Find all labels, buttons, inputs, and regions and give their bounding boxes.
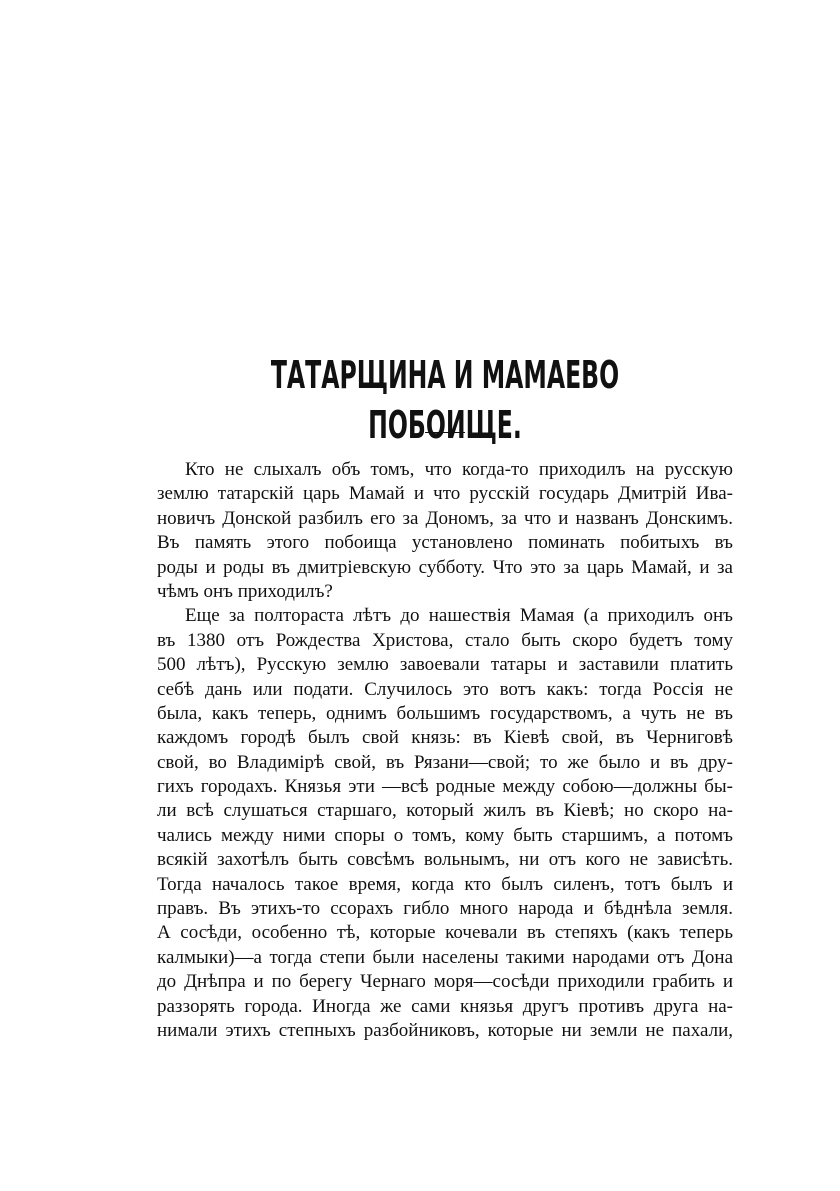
text-line: свой, во Владимірѣ свой, въ Рязани—свой; то же было и въ дру- bbox=[157, 751, 733, 773]
text-line: калмыки)—а тогда степи были населены такими народами отъ Дона bbox=[157, 946, 733, 968]
text-line: чѣмъ онъ приходилъ? bbox=[157, 580, 333, 602]
title-divider bbox=[425, 432, 465, 433]
text-line: Тогда началось такое время, когда кто былъ силенъ, тотъ былъ и bbox=[157, 873, 733, 895]
page-title bbox=[169, 350, 690, 450]
text-line: землю татарскій царь Мамай и что русскій государь Дмитрій Ива- bbox=[157, 483, 733, 505]
text-line: Кто не слыхалъ объ томъ, что когда-то приходилъ на русскую bbox=[185, 459, 733, 480]
text-line: нимали этихъ степныхъ разбойниковъ, которые ни земли не пахали, bbox=[157, 1019, 733, 1041]
text-line: роды и роды въ дмитріевскую субботу. Что это за царь Мамай, и за bbox=[157, 556, 733, 578]
text-line: въ 1380 отъ Рождества Христова, стало быть скоро будетъ тому bbox=[157, 629, 733, 651]
text-line: Еще за полтораста лѣтъ до нашествія Мамая (а приходилъ онъ bbox=[185, 605, 733, 627]
text-line: каждомъ городѣ былъ свой князь: въ Кіевѣ свой, въ Черниговѣ bbox=[157, 727, 733, 749]
text-line: себѣ дань или подати. Случилось это вотъ какъ: тогда Россія не bbox=[157, 678, 733, 700]
text-line: ли всѣ слушаться старшаго, который жилъ въ Кіевѣ; но скоро на- bbox=[157, 800, 733, 822]
body-text bbox=[157, 458, 733, 1043]
text-line: Въ память этого побоища установлено поминать побитыхъ въ bbox=[157, 532, 733, 554]
text-line: А сосѣди, особенно тѣ, которые кочевали въ степяхъ (какъ теперь bbox=[157, 922, 733, 944]
page-title-text: ТАТАРЩИНА И МАМАЕВО ПОБОИЩЕ. bbox=[270, 353, 620, 447]
text-line: была, какъ теперь, однимъ большимъ государствомъ, а чуть не въ bbox=[157, 702, 733, 724]
text-line: всякій захотѣлъ быть совсѣмъ вольнымъ, ни отъ кого не зависѣть. bbox=[157, 849, 733, 871]
text-line: новичъ Донской разбилъ его за Дономъ, за что и названъ Донскимъ. bbox=[157, 507, 733, 529]
text-line: 500 лѣтъ), Русскую землю завоевали татары и заставили платить bbox=[157, 654, 733, 676]
text-line: раззорять города. Иногда же сами князья другъ противъ друга на- bbox=[157, 995, 733, 1017]
text-line: до Днѣпра и по берегу Чернаго моря—сосѣди приходили грабить и bbox=[157, 971, 733, 993]
text-line: гихъ городахъ. Князья эти —всѣ родные между собою—должны бы- bbox=[157, 776, 733, 798]
text-line: правъ. Въ этихъ-то ссорахъ гибло много народа и бѣднѣла земля. bbox=[157, 898, 733, 920]
text-line: чались между ними споры о томъ, кому быть старшимъ, а потомъ bbox=[157, 824, 733, 846]
